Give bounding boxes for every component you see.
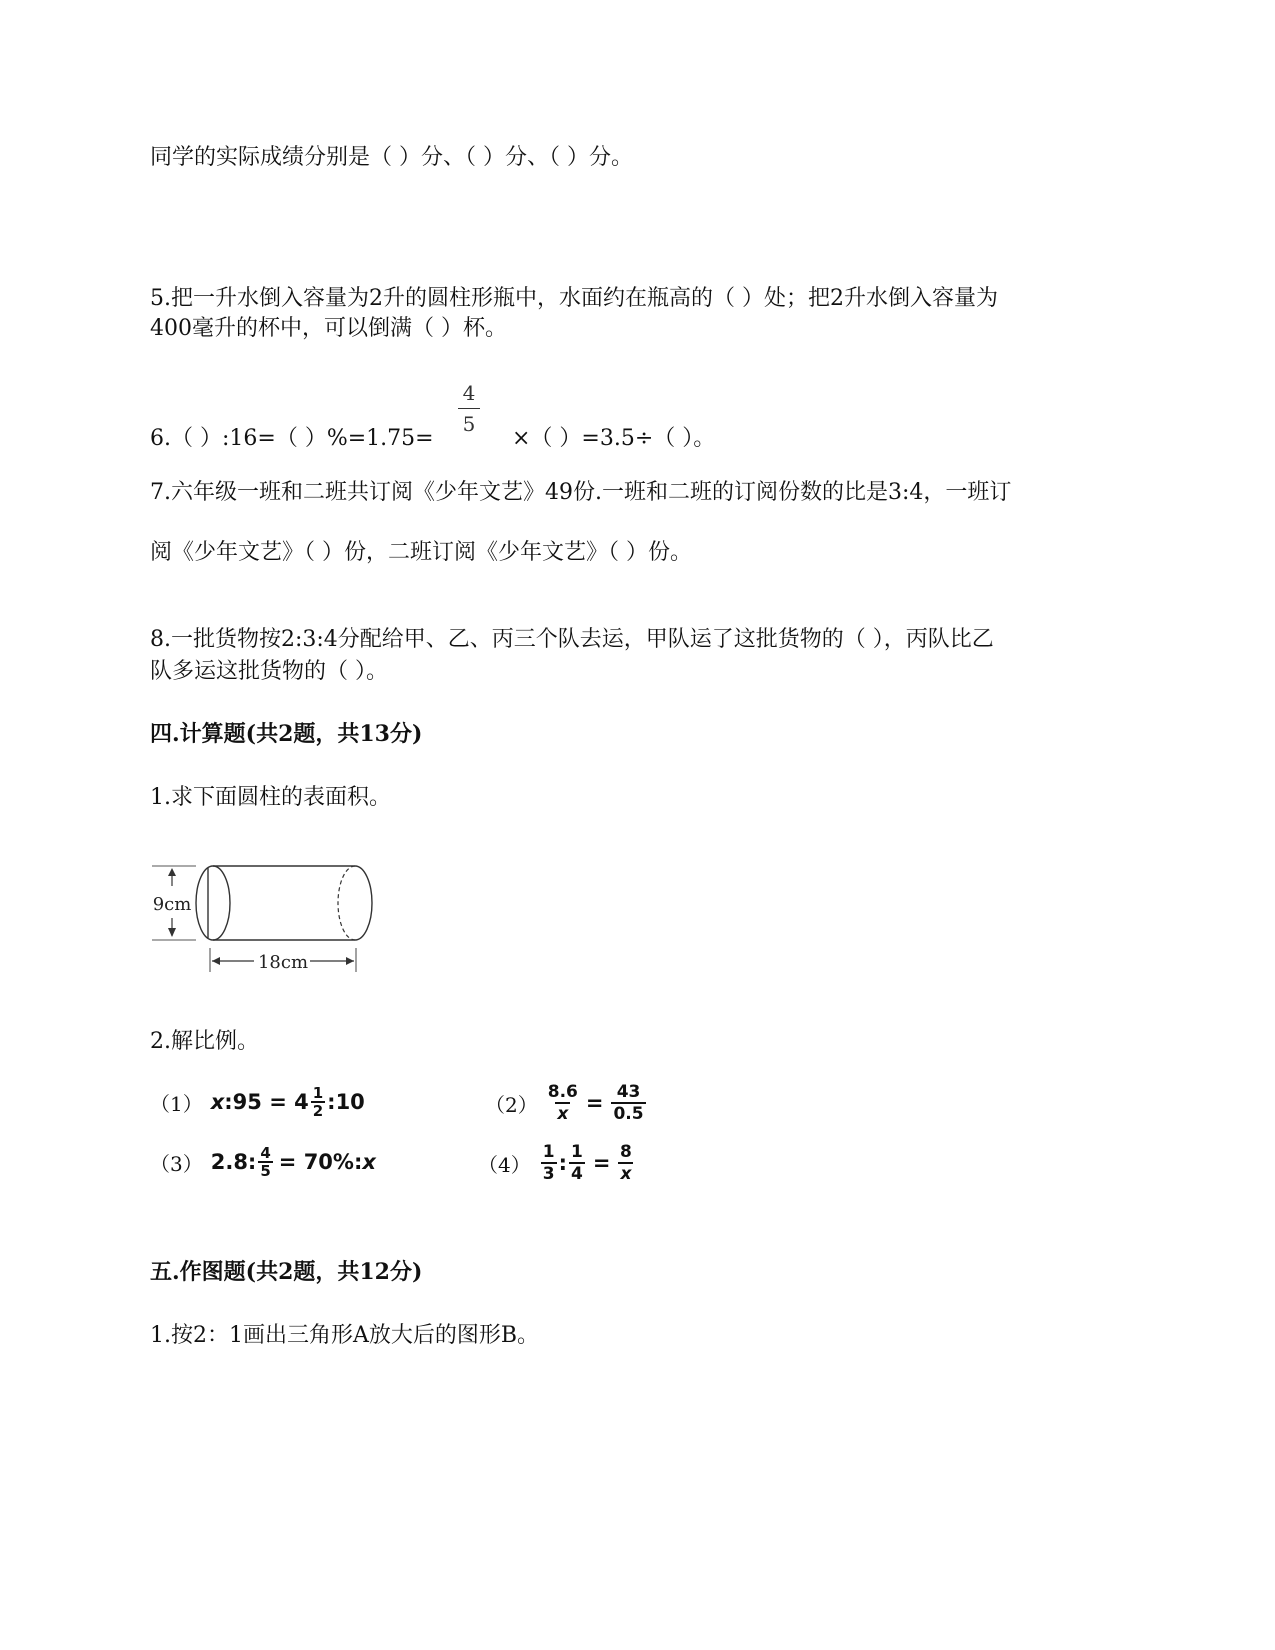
proportion-3-right: = 70%: — [278, 1150, 363, 1174]
fraction-denominator: x — [557, 1104, 569, 1124]
fraction-denominator: 3 — [542, 1164, 555, 1184]
fraction-numerator: 4 — [462, 381, 476, 405]
question-7-line-1: 7.六年级一班和二班共订阅《少年文艺》49份.一班和二班的订阅份数的比是3:4，一班订 — [150, 480, 1012, 505]
fraction-numerator: 43 — [616, 1082, 641, 1102]
fraction-numerator: 8.6 — [547, 1082, 578, 1102]
equals-sign: = — [592, 1151, 611, 1175]
fraction-8-over-x — [618, 1142, 633, 1184]
variable-x: x — [210, 1090, 225, 1114]
fraction-denominator: 5 — [462, 412, 476, 436]
proportion-4-label: （4） — [478, 1152, 531, 1177]
fraction-denominator: 2 — [312, 1102, 324, 1120]
calc-question-1: 1.求下面圆柱的表面积。 — [150, 785, 391, 810]
cylinder-figure — [150, 860, 390, 980]
variable-x: x — [362, 1150, 376, 1174]
cylinder-length-label: 18cm — [257, 952, 309, 973]
question-5-line-2: 400毫升的杯中，可以倒满（ ）杯。 — [150, 316, 507, 341]
question-5-line-1: 5.把一升水倒入容量为2升的圆柱形瓶中，水面约在瓶高的（ ）处；把2升水倒入容量为 — [150, 286, 998, 311]
fraction-one-half — [311, 1085, 325, 1119]
fraction-8.6-over-x — [548, 1082, 578, 1124]
drawing-question-1: 1.按2：1画出三角形A放大后的图形B。 — [150, 1323, 540, 1348]
cylinder-height-label: 9cm — [152, 894, 192, 915]
proportion-2 — [485, 1082, 648, 1124]
fraction-one-quarter — [569, 1142, 585, 1184]
proportion-2-label: （2） — [485, 1092, 538, 1117]
fraction-bar — [458, 408, 480, 409]
proportion-3 — [150, 1145, 376, 1179]
section-5-heading: 五.作图题(共2题，共12分) — [150, 1259, 423, 1285]
fraction-four-fifths — [454, 380, 484, 437]
question-8-line-1: 8.一批货物按2:3:4分配给甲、乙、丙三个队去运，甲队运了这批货物的（ ），丙队比乙 — [150, 627, 994, 652]
section-4-heading: 四.计算题(共2题，共13分) — [150, 721, 423, 747]
fraction-one-third — [541, 1142, 557, 1184]
colon: : — [558, 1151, 567, 1175]
question-6-part-1: 6.（ ）:16=（ ）%=1.75= — [150, 426, 434, 451]
proportion-1-label: （1） — [150, 1091, 203, 1116]
question-6-part-2: ×（ ）=3.5÷（ ）。 — [512, 426, 716, 451]
equals-sign: = — [585, 1091, 604, 1115]
q4-continuation: 同学的实际成绩分别是（ ）分、（ ）分、（ ）分。 — [150, 145, 633, 170]
question-7-line-2: 阅《少年文艺》（ ）份，二班订阅《少年文艺》（ ）份。 — [150, 540, 692, 565]
fraction-numerator: 1 — [570, 1142, 583, 1162]
fraction-numerator: 1 — [542, 1142, 555, 1162]
proportion-1-left: :95 = 4 — [224, 1090, 309, 1114]
calc-question-2: 2.解比例。 — [150, 1029, 259, 1054]
question-8-line-2: 队多运这批货物的（ ）。 — [150, 659, 388, 684]
fraction-denominator: 5 — [260, 1162, 271, 1180]
proportion-1-right: :10 — [327, 1090, 365, 1114]
fraction-denominator: x — [620, 1164, 632, 1184]
fraction-four-fifths — [258, 1145, 272, 1179]
proportion-3-left: 2.8: — [210, 1150, 257, 1174]
proportion-1 — [150, 1085, 365, 1119]
fraction-numerator: 1 — [312, 1084, 324, 1102]
fraction-43-over-0.5 — [611, 1082, 645, 1124]
fraction-numerator: 8 — [620, 1142, 632, 1162]
fraction-denominator: 4 — [570, 1164, 583, 1184]
proportion-4 — [478, 1142, 635, 1184]
fraction-numerator: 4 — [260, 1144, 271, 1162]
proportion-3-label: （3） — [150, 1151, 203, 1176]
fraction-denominator: 0.5 — [613, 1104, 644, 1124]
